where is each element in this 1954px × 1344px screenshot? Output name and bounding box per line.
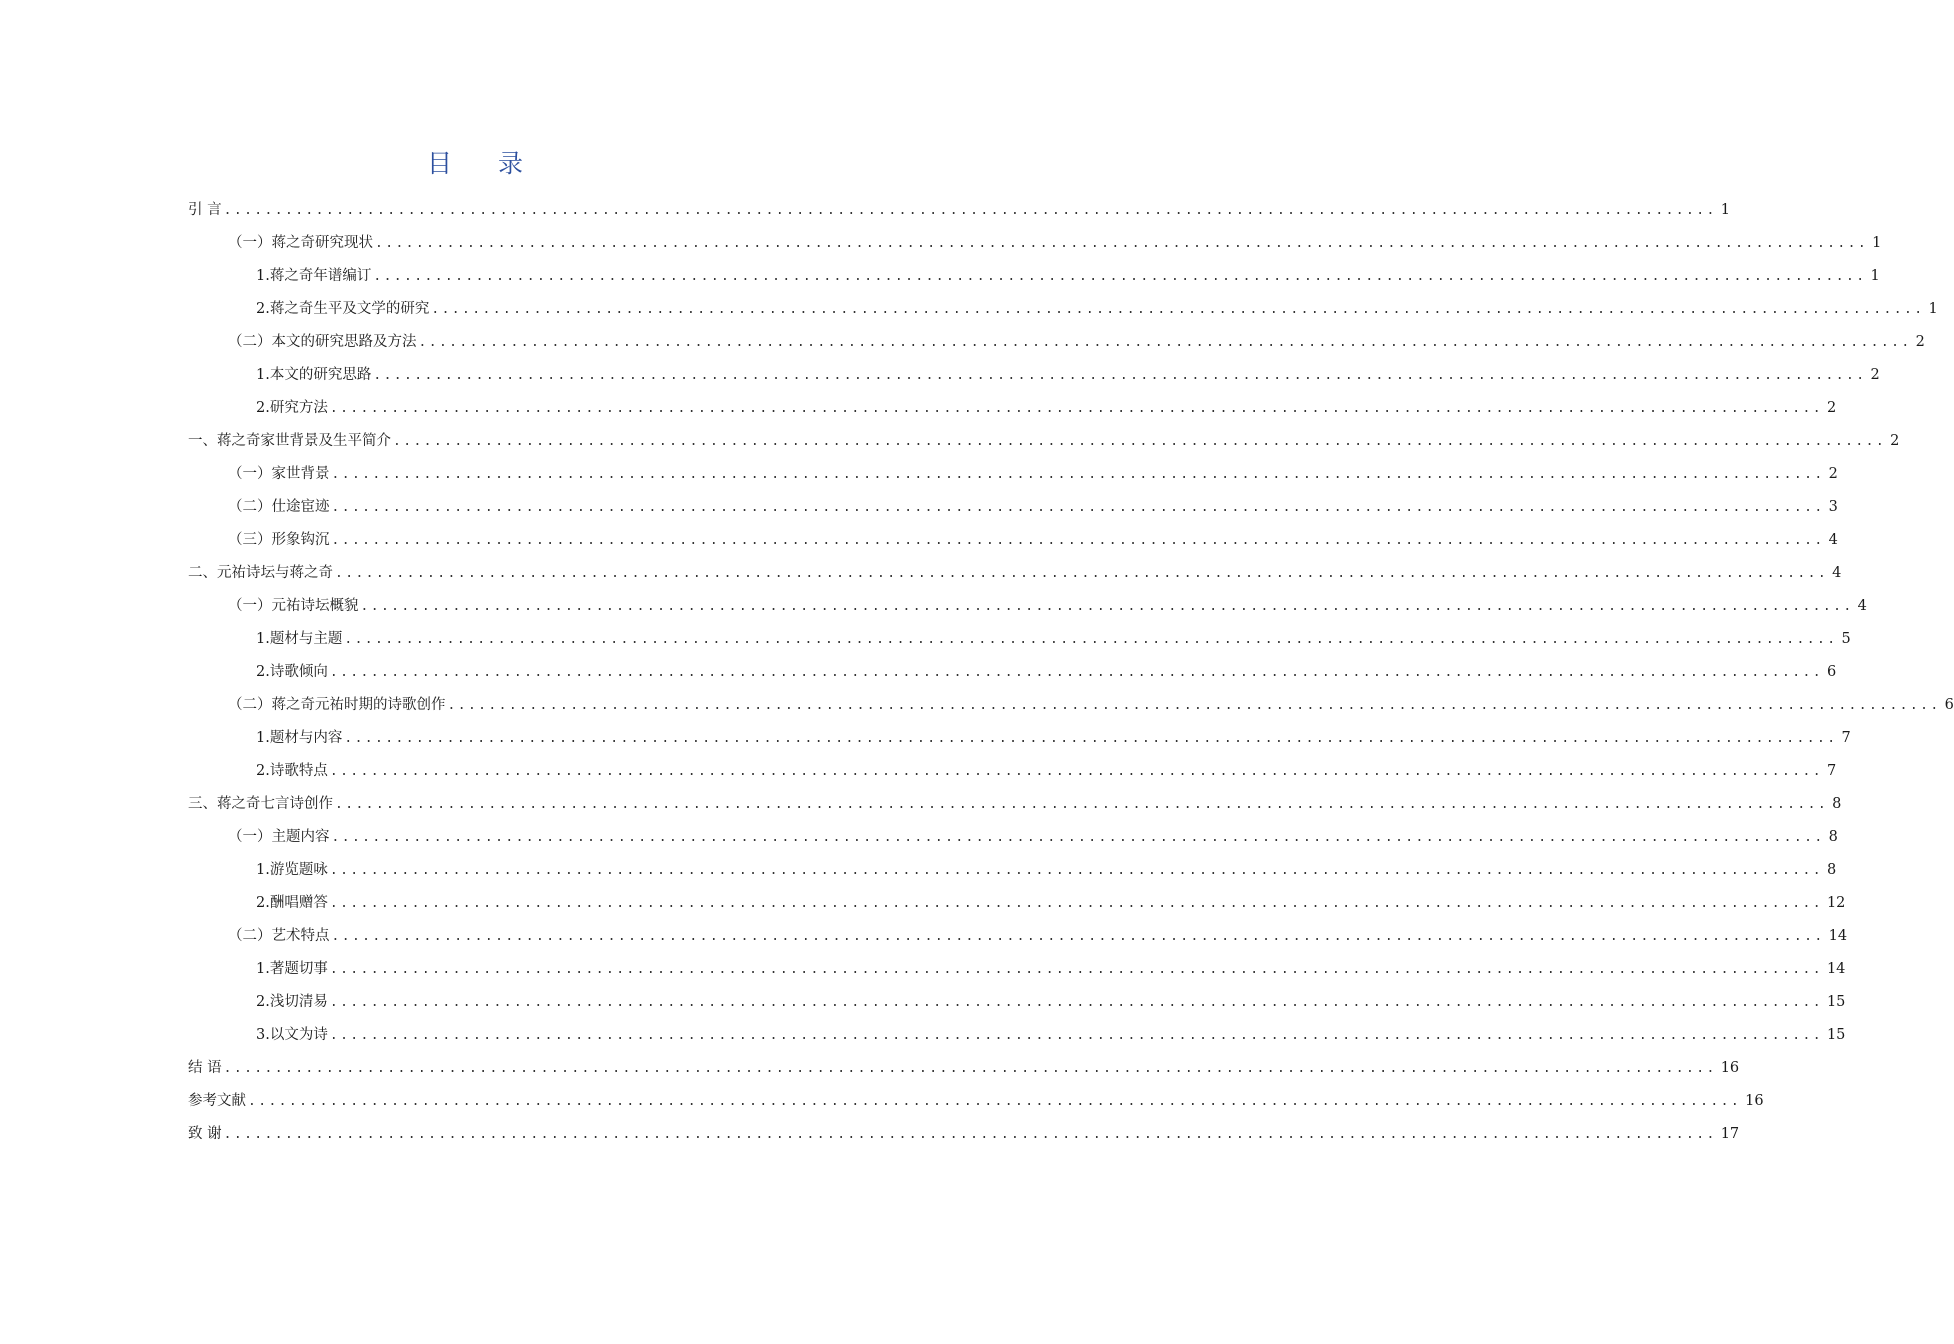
page-title <box>0 144 950 180</box>
toc-entry-label: 1.游览题咏 <box>256 862 328 878</box>
toc-entry[interactable] <box>188 755 1837 788</box>
toc-entry[interactable] <box>188 524 1838 557</box>
toc-entry-label: （一）元祐诗坛概貌 <box>228 598 359 614</box>
toc-entry-label: （三）形象钩沉 <box>228 532 330 548</box>
toc-entry-page-number: 3 <box>1828 499 1838 515</box>
toc-entry-page-number: 14 <box>1828 928 1848 944</box>
toc-entry-page-number: 1 <box>1720 202 1730 218</box>
toc-entry-label: 2.浅切清易 <box>256 994 328 1010</box>
toc-entry-page-number: 7 <box>1826 763 1837 779</box>
toc-entry-label: 2.蒋之奇生平及文学的研究 <box>256 301 430 317</box>
toc-leader-dots: .................................................................................................................................................. <box>223 203 1717 218</box>
toc-entry-label: 2.研究方法 <box>256 400 328 416</box>
toc-leader-dots: .................................................................................................................................................. <box>447 698 1941 713</box>
toc-entry-page-number: 8 <box>1826 862 1837 878</box>
toc-leader-dots: .................................................................................................................................................. <box>223 1127 1717 1142</box>
toc-entry-page-number: 4 <box>1832 565 1842 581</box>
table-of-contents <box>188 194 1954 1151</box>
toc-entry-label: 1.著题切事 <box>256 961 328 977</box>
toc-leader-dots: .................................................................................................................................................. <box>331 467 1825 482</box>
toc-leader-dots: .................................................................................................................................................. <box>331 533 1825 548</box>
toc-entry[interactable] <box>188 491 1838 524</box>
toc-entry-label: （一）家世背景 <box>228 466 330 482</box>
toc-entry-label: 1.题材与主题 <box>256 631 343 647</box>
toc-leader-dots: .................................................................................................................................................. <box>329 1028 1823 1043</box>
toc-entry-page-number: 2 <box>1828 466 1838 482</box>
toc-entry-page-number: 1 <box>1870 268 1880 284</box>
toc-leader-dots: .................................................................................................................................................. <box>344 632 1838 647</box>
toc-leader-dots: .................................................................................................................................................. <box>331 830 1825 845</box>
toc-entry[interactable] <box>188 953 1846 986</box>
toc-entry-label: 1.本文的研究思路 <box>256 367 372 383</box>
toc-entry[interactable] <box>188 293 1938 326</box>
toc-entry-label: 2.诗歌特点 <box>256 763 328 779</box>
toc-entry[interactable] <box>188 1019 1846 1052</box>
toc-entry[interactable] <box>188 623 1851 656</box>
toc-entry-page-number: 8 <box>1828 829 1838 845</box>
toc-entry[interactable] <box>188 392 1837 425</box>
toc-entry-page-number: 2 <box>1890 433 1900 449</box>
toc-leader-dots: .................................................................................................................................................. <box>329 863 1823 878</box>
toc-leader-dots: .................................................................................................................................................. <box>393 434 1887 449</box>
toc-entry[interactable] <box>188 788 1842 821</box>
toc-entry[interactable] <box>188 590 1867 623</box>
toc-entry-label: 一、蒋之奇家世背景及生平简介 <box>188 433 391 449</box>
toc-entry[interactable] <box>188 887 1846 920</box>
toc-entry-label: （二）艺术特点 <box>228 928 330 944</box>
toc-entry[interactable] <box>188 326 1925 359</box>
toc-entry-page-number: 5 <box>1841 631 1851 647</box>
toc-entry-label: 2.酬唱赠答 <box>256 895 328 911</box>
toc-entry-page-number: 7 <box>1841 730 1851 746</box>
toc-leader-dots: .................................................................................................................................................. <box>329 995 1823 1010</box>
toc-leader-dots: .................................................................................................................................................. <box>418 335 1912 350</box>
toc-entry-page-number: 14 <box>1826 961 1846 977</box>
toc-entry[interactable] <box>188 854 1837 887</box>
toc-leader-dots: .................................................................................................................................................. <box>373 269 1867 284</box>
toc-entry[interactable] <box>188 689 1954 722</box>
toc-entry-label: 引 言 <box>188 202 222 218</box>
toc-entry[interactable] <box>188 722 1851 755</box>
toc-entry-label: （二）蒋之奇元祐时期的诗歌创作 <box>228 697 446 713</box>
toc-entry-page-number: 4 <box>1857 598 1867 614</box>
toc-entry[interactable] <box>188 425 1900 458</box>
toc-entry-label: 二、元祐诗坛与蒋之奇 <box>188 565 333 581</box>
toc-entry[interactable] <box>188 1118 1740 1151</box>
toc-entry-label: 3.以文为诗 <box>256 1027 328 1043</box>
toc-entry[interactable] <box>188 359 1880 392</box>
toc-entry-label: 致 谢 <box>188 1126 222 1142</box>
toc-entry-page-number: 16 <box>1745 1093 1764 1109</box>
toc-entry-label: 参考文献 <box>188 1093 246 1109</box>
toc-entry-page-number: 6 <box>1944 697 1954 713</box>
title-char-left: 目 <box>426 149 452 178</box>
toc-entry-page-number: 2 <box>1915 334 1925 350</box>
toc-entry-page-number: 8 <box>1832 796 1842 812</box>
toc-entry-label: 结 语 <box>188 1060 222 1076</box>
toc-entry-page-number: 15 <box>1826 1027 1846 1043</box>
toc-leader-dots: .................................................................................................................................................. <box>248 1094 1742 1109</box>
title-char-right: 录 <box>498 149 524 178</box>
toc-leader-dots: .................................................................................................................................................. <box>373 368 1867 383</box>
toc-leader-dots: .................................................................................................................................................. <box>329 962 1823 977</box>
toc-leader-dots: .................................................................................................................................................. <box>331 929 1825 944</box>
toc-entry-page-number: 2 <box>1826 400 1837 416</box>
toc-entry-page-number: 1 <box>1928 301 1938 317</box>
toc-entry[interactable] <box>188 986 1846 1019</box>
toc-entry[interactable] <box>188 458 1838 491</box>
toc-entry-page-number: 1 <box>1872 235 1882 251</box>
toc-leader-dots: .................................................................................................................................................. <box>360 599 1854 614</box>
toc-entry-label: （一）主题内容 <box>228 829 330 845</box>
toc-leader-dots: .................................................................................................................................................. <box>329 401 1823 416</box>
toc-entry-page-number: 4 <box>1828 532 1838 548</box>
toc-leader-dots: .................................................................................................................................................. <box>335 797 1829 812</box>
toc-entry[interactable] <box>188 260 1880 293</box>
toc-leader-dots: .................................................................................................................................................. <box>431 302 1925 317</box>
toc-leader-dots: .................................................................................................................................................. <box>329 896 1823 911</box>
toc-entry-label: 1.蒋之奇年谱编订 <box>256 268 372 284</box>
toc-leader-dots: .................................................................................................................................................. <box>335 566 1829 581</box>
toc-leader-dots: .................................................................................................................................................. <box>344 731 1838 746</box>
toc-entry-page-number: 12 <box>1826 895 1846 911</box>
toc-entry[interactable] <box>188 920 1848 953</box>
toc-entry[interactable] <box>188 656 1837 689</box>
toc-entry-label: 三、蒋之奇七言诗创作 <box>188 796 333 812</box>
toc-entry-page-number: 16 <box>1720 1060 1740 1076</box>
toc-entry[interactable] <box>188 227 1882 260</box>
toc-leader-dots: .................................................................................................................................................. <box>331 500 1825 515</box>
toc-entry[interactable] <box>188 1085 1764 1118</box>
toc-entry[interactable] <box>188 821 1838 854</box>
toc-entry-page-number: 17 <box>1720 1126 1740 1142</box>
toc-entry-page-number: 2 <box>1870 367 1880 383</box>
toc-leader-dots: .................................................................................................................................................. <box>329 764 1823 779</box>
toc-entry-label: （一）蒋之奇研究现状 <box>228 235 373 251</box>
toc-entry-label: 1.题材与内容 <box>256 730 343 746</box>
toc-entry[interactable] <box>188 557 1842 590</box>
toc-entry-label: （二）本文的研究思路及方法 <box>228 334 417 350</box>
toc-entry-label: 2.诗歌倾向 <box>256 664 328 680</box>
toc-leader-dots: .................................................................................................................................................. <box>223 1061 1717 1076</box>
toc-leader-dots: .................................................................................................................................................. <box>375 236 1869 251</box>
toc-entry[interactable] <box>188 194 1730 227</box>
toc-entry-page-number: 6 <box>1826 664 1837 680</box>
toc-entry-page-number: 15 <box>1826 994 1846 1010</box>
toc-entry-label: （二）仕途宦迹 <box>228 499 330 515</box>
toc-leader-dots: .................................................................................................................................................. <box>329 665 1823 680</box>
toc-entry[interactable] <box>188 1052 1740 1085</box>
